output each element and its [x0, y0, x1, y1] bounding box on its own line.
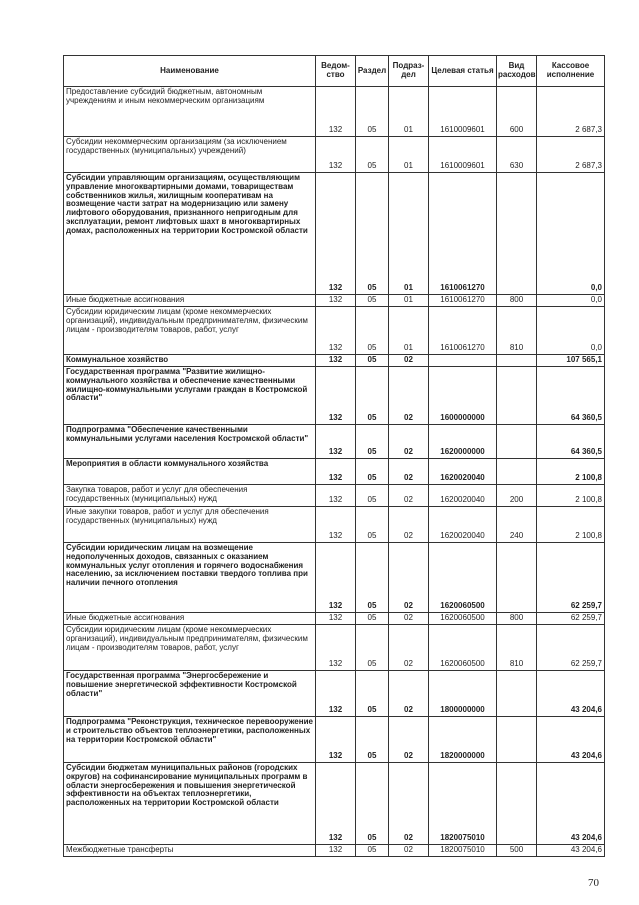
- header-podrazdel: Подраз-дел: [389, 56, 429, 87]
- page-number: 70: [588, 877, 599, 889]
- cell-vedom: 132: [316, 137, 356, 173]
- cell-celevaya: 1620020040: [429, 485, 497, 507]
- cell-name: Субсидии юридическим лицам (кроме некоммерческих организаций), индивидуальным предпринимателям, физическим лицам - производителям товаров, работ, услуг: [64, 625, 316, 671]
- table-row: [64, 459, 605, 485]
- cell-amount: 2 100,8: [537, 485, 605, 507]
- cell-razdel: 05: [356, 459, 389, 485]
- cell-razdel: 05: [356, 137, 389, 173]
- cell-podrazdel: 02: [389, 425, 429, 459]
- cell-vedom: 132: [316, 507, 356, 543]
- cell-name: Субсидии управляющим организациям, осуществляющим управление многоквартирными домами, товариществам собственников жилья, жилищным кооперативам на возмещение части затрат на модернизацию или замену лифтового оборудования, признанного непригодным для эксплуатации, ремонт лифтовых шахт в многоквартирных домах, расположенных на территории Костромской области: [64, 173, 316, 295]
- table-row: [64, 367, 605, 425]
- cell-amount: 64 360,5: [537, 367, 605, 425]
- cell-name: Подпрограмма "Обеспечение качественными коммунальными услугами населения Костромской области": [64, 425, 316, 459]
- cell-amount: 2 100,8: [537, 459, 605, 485]
- cell-name: Государственная программа "Развитие жилищно-коммунального хозяйства и обеспечение качественными жилищно-коммунальными услугами граждан в Костромской области": [64, 367, 316, 425]
- table-row: [64, 717, 605, 763]
- cell-vid: [497, 355, 537, 367]
- cell-vedom: 132: [316, 87, 356, 137]
- cell-podrazdel: 02: [389, 625, 429, 671]
- cell-amount: 62 259,7: [537, 543, 605, 613]
- table-row: [64, 295, 605, 307]
- table-row: [64, 845, 605, 857]
- cell-razdel: 05: [356, 625, 389, 671]
- cell-name: Иные закупки товаров, работ и услуг для обеспечения государственных (муниципальных) нужд: [64, 507, 316, 543]
- cell-celevaya: 1620020040: [429, 507, 497, 543]
- cell-vid: 800: [497, 613, 537, 625]
- cell-podrazdel: 02: [389, 543, 429, 613]
- cell-podrazdel: 01: [389, 173, 429, 295]
- cell-vid: [497, 543, 537, 613]
- cell-podrazdel: 01: [389, 295, 429, 307]
- cell-vedom: 132: [316, 295, 356, 307]
- cell-name: Субсидии юридическим лицам (кроме некоммерческих организаций), индивидуальным предпринимателям, физическим лицам - производителям товаров, работ, услуг: [64, 307, 316, 355]
- cell-razdel: 05: [356, 763, 389, 845]
- header-razdel: Раздел: [356, 56, 389, 87]
- cell-vid: [497, 717, 537, 763]
- cell-vid: 200: [497, 485, 537, 507]
- table-row: [64, 87, 605, 137]
- cell-amount: 2 687,3: [537, 137, 605, 173]
- cell-vid: 810: [497, 625, 537, 671]
- cell-celevaya: 1820075010: [429, 763, 497, 845]
- cell-podrazdel: 02: [389, 485, 429, 507]
- cell-podrazdel: 02: [389, 671, 429, 717]
- budget-table: [63, 55, 605, 857]
- cell-name: Мероприятия в области коммунального хозяйства: [64, 459, 316, 485]
- cell-celevaya: 1820000000: [429, 717, 497, 763]
- cell-vid: [497, 367, 537, 425]
- cell-podrazdel: 02: [389, 367, 429, 425]
- cell-name: Субсидии бюджетам муниципальных районов (городских округов) на софинансирование муниципальных программ в области энергосбережения и повышения энергетической эффективности на объектах теплоэнергетики, расположенных на территории Костромской области: [64, 763, 316, 845]
- cell-razdel: 05: [356, 845, 389, 857]
- cell-amount: 62 259,7: [537, 613, 605, 625]
- cell-amount: 43 204,6: [537, 763, 605, 845]
- cell-name: Закупка товаров, работ и услуг для обеспечения государственных (муниципальных) нужд: [64, 485, 316, 507]
- cell-razdel: 05: [356, 485, 389, 507]
- table-row: [64, 613, 605, 625]
- table-row: [64, 425, 605, 459]
- cell-razdel: 05: [356, 507, 389, 543]
- table-row: [64, 543, 605, 613]
- cell-vid: 630: [497, 137, 537, 173]
- cell-celevaya: 1620060500: [429, 543, 497, 613]
- cell-vedom: 132: [316, 625, 356, 671]
- cell-celevaya: [429, 355, 497, 367]
- cell-amount: 0,0: [537, 295, 605, 307]
- table-row: [64, 137, 605, 173]
- cell-name: Иные бюджетные ассигнования: [64, 613, 316, 625]
- cell-name: Предоставление субсидий бюджетным, автономным учреждениям и иным некоммерческим организациям: [64, 87, 316, 137]
- table-row: [64, 507, 605, 543]
- cell-vedom: 132: [316, 717, 356, 763]
- cell-celevaya: 1610009601: [429, 137, 497, 173]
- header-name: Наименование: [64, 56, 316, 87]
- cell-vedom: 132: [316, 355, 356, 367]
- cell-razdel: 05: [356, 355, 389, 367]
- cell-name: Иные бюджетные ассигнования: [64, 295, 316, 307]
- cell-razdel: 05: [356, 367, 389, 425]
- header-vedom: Ведом-ство: [316, 56, 356, 87]
- cell-celevaya: 1610061270: [429, 173, 497, 295]
- cell-name: Субсидии юридическим лицам на возмещение недополученных доходов, связанных с оказанием коммунальных услуг отопления и горячего водоснабжения населению, за исключением поставки твердого топлива при наличии печного отопления: [64, 543, 316, 613]
- table-row: [64, 355, 605, 367]
- cell-amount: 62 259,7: [537, 625, 605, 671]
- cell-vedom: 132: [316, 367, 356, 425]
- cell-celevaya: 1610061270: [429, 295, 497, 307]
- header-vid: Вид расходов: [497, 56, 537, 87]
- cell-razdel: 05: [356, 671, 389, 717]
- cell-celevaya: 1600000000: [429, 367, 497, 425]
- table-row: [64, 763, 605, 845]
- cell-celevaya: 1820075010: [429, 845, 497, 857]
- cell-amount: 2 687,3: [537, 87, 605, 137]
- cell-vid: 600: [497, 87, 537, 137]
- cell-vedom: 132: [316, 543, 356, 613]
- cell-vid: 800: [497, 295, 537, 307]
- cell-celevaya: 1610061270: [429, 307, 497, 355]
- cell-podrazdel: 01: [389, 137, 429, 173]
- cell-razdel: 05: [356, 613, 389, 625]
- cell-celevaya: 1620000000: [429, 425, 497, 459]
- cell-vid: [497, 671, 537, 717]
- cell-vid: [497, 763, 537, 845]
- table-body: [64, 87, 605, 857]
- cell-celevaya: 1620060500: [429, 625, 497, 671]
- cell-name: Подпрограмма "Реконструкция, техническое перевооружение и строительство объектов теплоэнергетики, расположенных на территории Костромской области": [64, 717, 316, 763]
- table-row: [64, 625, 605, 671]
- cell-vid: [497, 425, 537, 459]
- cell-vid: 500: [497, 845, 537, 857]
- cell-razdel: 05: [356, 425, 389, 459]
- cell-celevaya: 1800000000: [429, 671, 497, 717]
- cell-amount: 2 100,8: [537, 507, 605, 543]
- table-row: [64, 173, 605, 295]
- cell-name: Государственная программа "Энергосбережение и повышение энергетической эффективности Костромской области": [64, 671, 316, 717]
- cell-razdel: 05: [356, 87, 389, 137]
- cell-celevaya: 1610009601: [429, 87, 497, 137]
- cell-amount: 43 204,6: [537, 845, 605, 857]
- cell-amount: 43 204,6: [537, 671, 605, 717]
- cell-vid: 810: [497, 307, 537, 355]
- cell-podrazdel: 01: [389, 307, 429, 355]
- cell-vedom: 132: [316, 613, 356, 625]
- cell-amount: 64 360,5: [537, 425, 605, 459]
- cell-podrazdel: 02: [389, 507, 429, 543]
- cell-name: Субсидии некоммерческим организациям (за исключением государственных (муниципальных) учреждений): [64, 137, 316, 173]
- cell-vedom: 132: [316, 671, 356, 717]
- cell-podrazdel: 02: [389, 845, 429, 857]
- cell-amount: 43 204,6: [537, 717, 605, 763]
- cell-amount: 0,0: [537, 173, 605, 295]
- cell-podrazdel: 02: [389, 763, 429, 845]
- header-celevaya: Целевая статья: [429, 56, 497, 87]
- cell-vid: [497, 173, 537, 295]
- cell-vedom: 132: [316, 425, 356, 459]
- cell-vedom: 132: [316, 459, 356, 485]
- cell-vedom: 132: [316, 173, 356, 295]
- cell-vedom: 132: [316, 485, 356, 507]
- cell-razdel: 05: [356, 295, 389, 307]
- table-row: [64, 485, 605, 507]
- cell-podrazdel: 02: [389, 717, 429, 763]
- cell-amount: 107 565,1: [537, 355, 605, 367]
- table-header-row: [64, 56, 605, 87]
- cell-celevaya: 1620060500: [429, 613, 497, 625]
- cell-vid: 240: [497, 507, 537, 543]
- cell-name: Межбюджетные трансферты: [64, 845, 316, 857]
- cell-razdel: 05: [356, 173, 389, 295]
- cell-amount: 0,0: [537, 307, 605, 355]
- cell-podrazdel: 01: [389, 87, 429, 137]
- cell-vedom: 132: [316, 307, 356, 355]
- cell-vedom: 132: [316, 845, 356, 857]
- cell-razdel: 05: [356, 543, 389, 613]
- cell-razdel: 05: [356, 717, 389, 763]
- cell-vedom: 132: [316, 763, 356, 845]
- cell-vid: [497, 459, 537, 485]
- table-row: [64, 671, 605, 717]
- cell-name: Коммунальное хозяйство: [64, 355, 316, 367]
- header-kassovoe: Кассовое исполнение: [537, 56, 605, 87]
- cell-razdel: 05: [356, 307, 389, 355]
- cell-podrazdel: 02: [389, 459, 429, 485]
- cell-podrazdel: 02: [389, 355, 429, 367]
- cell-podrazdel: 02: [389, 613, 429, 625]
- table-row: [64, 307, 605, 355]
- cell-celevaya: 1620020040: [429, 459, 497, 485]
